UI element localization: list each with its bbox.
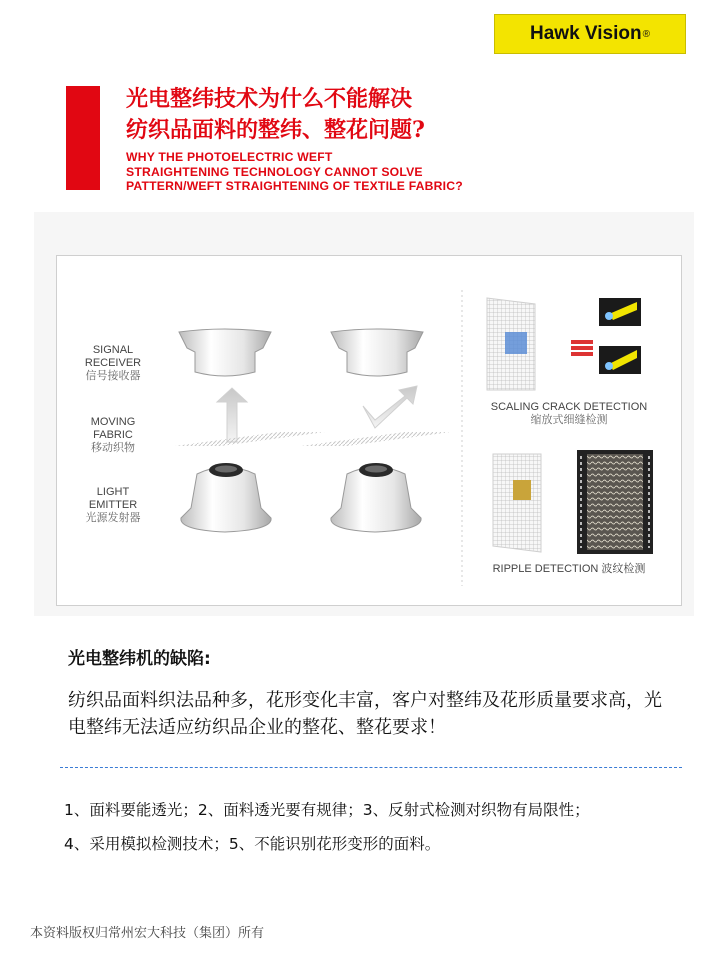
defect-points — [64, 793, 714, 861]
signal-receiver-en-2: RECEIVER — [84, 357, 142, 369]
title-cn-line2: 纺织品面料的整纬、整花问题? — [126, 117, 425, 143]
moving-fabric-1 — [175, 432, 325, 446]
title-accent-bar — [66, 86, 100, 190]
defects-heading: 光电整纬机的缺陷: — [68, 649, 211, 669]
photoelectric-diagram — [56, 255, 682, 606]
scaling-crack-caption — [469, 401, 669, 427]
light-emitter-cn: 光源发射器 — [85, 512, 141, 524]
list-item: 4、采用模拟检测技术；5、不能识别花形变形的面料。 — [64, 835, 441, 853]
logo-text: Hawk Vision — [530, 23, 642, 44]
title-en-line2: STRAIGHTENING TECHNOLOGY CANNOT SOLVE — [126, 164, 423, 179]
signal-receiver-2 — [331, 329, 423, 376]
moving-fabric-en-1: MOVING — [90, 416, 136, 428]
title-en-line1: WHY THE PHOTOELECTRIC WEFT — [126, 150, 333, 164]
signal-receiver-en-1: SIGNAL — [92, 344, 134, 356]
reflected-light-arrow — [363, 386, 417, 428]
signal-receiver-1 — [179, 329, 271, 376]
signal-receiver-label — [71, 344, 155, 383]
registered-mark: ® — [642, 28, 650, 40]
copyright-footer: 本资料版权归常州宏大科技（集团）所有 — [30, 926, 265, 941]
moving-fabric-en-2: FABRIC — [93, 429, 133, 441]
section-divider — [60, 767, 682, 768]
list-item: 1、面料要能透光；2、面料透光要有规律；3、反射式检测对织物有局限性； — [64, 801, 590, 819]
moving-fabric-cn: 移动织物 — [91, 442, 135, 454]
page-title-cn — [126, 84, 425, 146]
title-cn-line1: 光电整纬技术为什么不能解决 — [126, 86, 413, 112]
moving-fabric-label — [71, 416, 155, 455]
ripple-en: RIPPLE DETECTION — [492, 563, 599, 575]
defects-description: 纺织品面料织法品种多，花形变化丰富，客户对整纬及花形质量要求高，光电整纬无法适应纺织品企业的整花、整花要求！ — [68, 690, 662, 738]
moving-fabric-2 — [301, 432, 451, 446]
light-emitter-en-1: LIGHT — [96, 486, 130, 498]
hawk-vision-logo — [494, 14, 686, 54]
ripple-illustration — [493, 450, 653, 554]
scaling-crack-cn: 缩放式细缝检测 — [530, 414, 608, 426]
light-emitter-2 — [331, 463, 421, 532]
transmitted-light-arrow — [217, 388, 247, 442]
title-en-line3: PATTERN/WEFT STRAIGHTENING OF TEXTILE FABRIC? — [126, 179, 463, 193]
ripple-caption — [469, 563, 669, 576]
signal-receiver-cn: 信号接收器 — [85, 370, 141, 382]
scaling-crack-en: SCALING CRACK DETECTION — [490, 401, 648, 413]
ripple-cn: 波纹检测 — [601, 563, 646, 575]
light-emitter-en-2: EMITTER — [88, 499, 138, 511]
page-title-en — [126, 150, 463, 194]
light-emitter-label — [71, 486, 155, 525]
light-emitter-1 — [181, 463, 271, 532]
scaling-crack-illustration — [487, 298, 641, 390]
